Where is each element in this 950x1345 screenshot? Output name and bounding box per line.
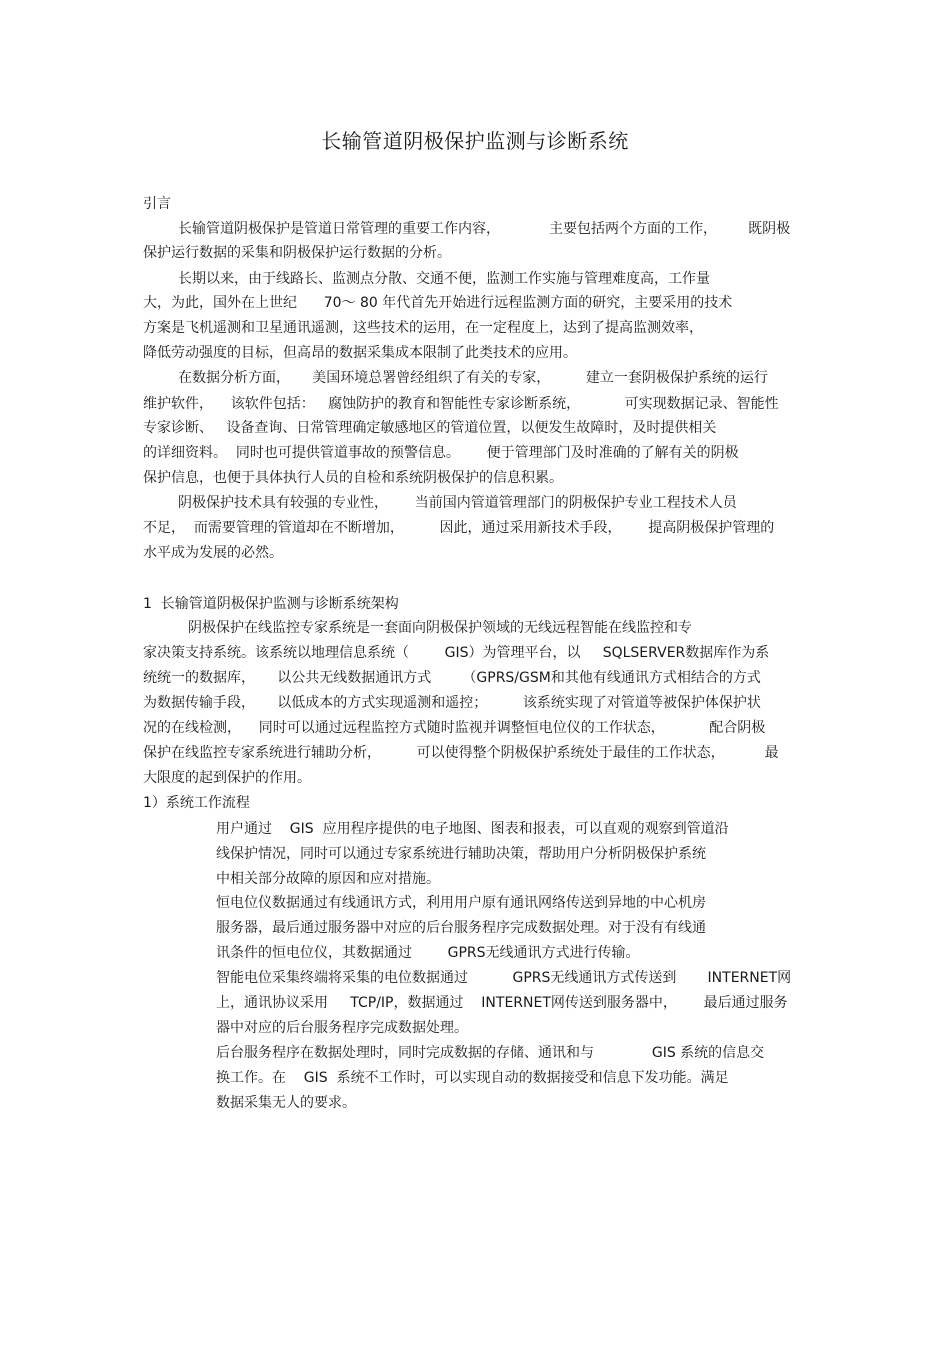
paragraph-line: 服务器，最后通过服务器中对应的后台服务程序完成数据处理。对于没有有线通 xyxy=(216,920,706,936)
paragraph-line: 智能电位采集终端将采集的电位数据通过 GPRS无线通讯方式传送到 INTERNET网 xyxy=(216,970,792,986)
paragraph-line: 恒电位仪数据通过有线通讯方式，利用用户原有通讯网络传送到异地的中心机房 xyxy=(216,895,706,911)
paragraph-line: 长期以来，由于线路长、监测点分散、交通不便，监测工作实施与管理难度高，工作量 xyxy=(178,271,710,287)
document-title: 长输管道阴极保护监测与诊断系统 xyxy=(321,129,629,153)
subsection-heading: 1）系统工作流程 xyxy=(143,795,250,811)
paragraph-line: 专家诊断、 设备查询、日常管理确定敏感地区的管道位置，以便发生故障时，及时提供相关 xyxy=(143,420,717,436)
paragraph-line: 况的在线检测， 同时可以通过远程监控方式随时监视并调整恒电位仪的工作状态， 配合阴极 xyxy=(143,720,766,736)
paragraph-line: 在数据分析方面， 美国环境总署曾经组织了有关的专家， 建立一套阴极保护系统的运行 xyxy=(178,370,768,386)
paragraph-line: 为数据传输手段， 以低成本的方式实现遥测和遥控； 该系统实现了对管道等被保护体保护状 xyxy=(143,695,761,711)
paragraph-line: 后台服务程序在数据处理时，同时完成数据的存储、通讯和与 GIS 系统的信息交 xyxy=(216,1045,765,1061)
paragraph-line: 保护在线监控专家系统进行辅助分析， 可以使得整个阴极保护系统处于最佳的工作状态， 最 xyxy=(143,745,779,761)
paragraph-line: 阴极保护在线监控专家系统是一套面向阴极保护领域的无线远程智能在线监控和专 xyxy=(188,620,692,636)
paragraph-line: 方案是飞机遥测和卫星通讯遥测，这些技术的运用，在一定程度上，达到了提高监测效率， xyxy=(143,320,703,336)
paragraph-line: 阴极保护技术具有较强的专业性， 当前国内管道管理部门的阴极保护专业工程技术人员 xyxy=(178,495,737,511)
paragraph-line: 器中对应的后台服务程序完成数据处理。 xyxy=(216,1020,468,1036)
paragraph-line: 讯条件的恒电位仪，其数据通过 GPRS无线通讯方式进行传输。 xyxy=(216,945,640,961)
section-heading: 1 长输管道阴极保护监测与诊断系统架构 xyxy=(143,596,399,612)
paragraph-line: 家决策支持系统。该系统以地理信息系统（ GIS）为管理平台，以 SQLSERVER数据库作为系 xyxy=(143,645,770,661)
paragraph-line: 不足， 而需要管理的管道却在不断增加， 因此，通过采用新技术手段， 提高阴极保护管理的 xyxy=(143,520,775,536)
paragraph-line: 大，为此，国外在上世纪 70～ 80 年代首先开始进行远程监测方面的研究，主要采用的技术 xyxy=(143,295,733,311)
paragraph-line: 长输管道阴极保护是管道日常管理的重要工作内容， 主要包括两个方面的工作， 既阴极 xyxy=(178,221,791,237)
paragraph-line: 大限度的起到保护的作用。 xyxy=(143,770,311,786)
paragraph-line: 水平成为发展的必然。 xyxy=(143,545,283,561)
paragraph-line: 的详细资料。 同时也可提供管道事故的预警信息。 便于管理部门及时准确的了解有关的阴极 xyxy=(143,445,739,461)
paragraph-line: 降低劳动强度的目标，但高昂的数据采集成本限制了此类技术的应用。 xyxy=(143,345,577,361)
paragraph-line: 统统一的数据库， 以公共无线数据通讯方式 （GPRS/GSM和其他有线通讯方式相结合的方式 xyxy=(143,670,761,686)
intro-heading: 引言 xyxy=(143,196,171,212)
paragraph-line: 上，通讯协议采用 TCP/IP，数据通过 INTERNET网传送到服务器中， 最后通过服务 xyxy=(216,995,788,1011)
paragraph-line: 保护运行数据的采集和阴极保护运行数据的分析。 xyxy=(143,245,451,261)
paragraph-line: 数据采集无人的要求。 xyxy=(216,1095,356,1111)
paragraph-line: 用户通过 GIS 应用程序提供的电子地图、图表和报表，可以直观的观察到管道沿 xyxy=(216,821,729,837)
paragraph-line: 线保护情况，同时可以通过专家系统进行辅助决策，帮助用户分析阴极保护系统 xyxy=(216,846,706,862)
paragraph-line: 换工作。在 GIS 系统不工作时，可以实现自动的数据接受和信息下发功能。满足 xyxy=(216,1070,729,1086)
paragraph-line: 中相关部分故障的原因和应对措施。 xyxy=(216,871,440,887)
paragraph-line: 维护软件， 该软件包括： 腐蚀防护的教育和智能性专家诊断系统， 可实现数据记录、智能性 xyxy=(143,396,779,412)
paragraph-line: 保护信息，也便于具体执行人员的自检和系统阴极保护的信息积累。 xyxy=(143,470,563,486)
